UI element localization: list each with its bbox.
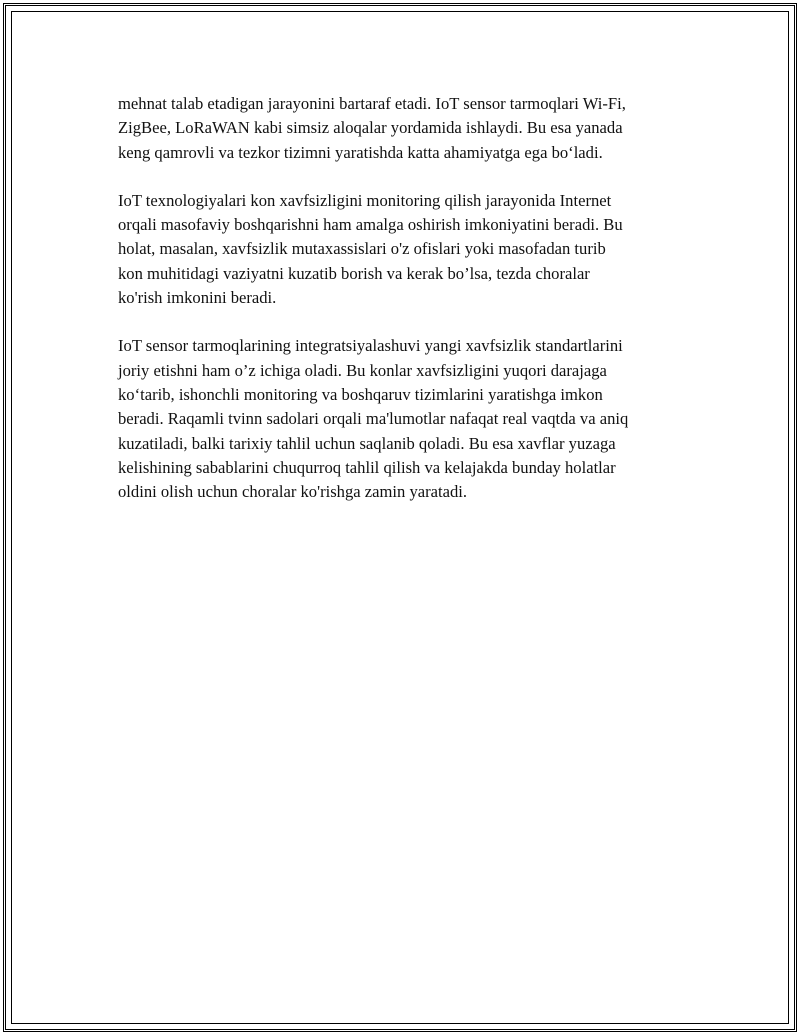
document-body: [118, 92, 698, 528]
text-line: IoT texnologiyalari kon xavfsizligini monitoring qilish jarayonida Internet: [118, 190, 612, 210]
text-line: IoT sensor tarmoqlarining integratsiyalashuvi yangi xavfsizlik standartlarini: [118, 336, 623, 356]
text-line: ko‘tarib, ishonchli monitoring va boshqaruv tizimlarini yaratishga imkon: [118, 384, 603, 404]
text-line: joriy etishni ham o’z ichiga oladi. Bu konlar xavfsizligini yuqori darajaga: [118, 360, 607, 380]
text-line: orqali masofaviy boshqarishni ham amalga oshirish imkoniyatini beradi. Bu: [118, 215, 623, 235]
paragraph-3: [118, 334, 698, 504]
text-line: keng qamrovli va tezkor tizimni yaratishda katta ahamiyatga ega bo‘ladi.: [118, 142, 603, 162]
text-line: holat, masalan, xavfsizlik mutaxassislari o'z ofislari yoki masofadan turib: [118, 239, 606, 259]
text-line: ZigBee, LoRaWAN kabi simsiz aloqalar yordamida ishlaydi. Bu esa yanada: [118, 118, 623, 138]
text-line: kuzatiladi, balki tarixiy tahlil uchun saqlanib qoladi. Bu esa xavflar yuzaga: [118, 433, 616, 453]
text-line: ko'rish imkonini beradi.: [118, 288, 277, 308]
text-line: beradi. Raqamli tvinn sadolari orqali ma'lumotlar nafaqat real vaqtda va aniq: [118, 409, 629, 429]
paragraph-1: [118, 92, 698, 165]
text-line: oldini olish uchun choralar ko'rishga zamin yaratadi.: [118, 482, 468, 502]
paragraph-2: [118, 189, 698, 310]
text-line: kon muhitidagi vaziyatni kuzatib borish va kerak bo’lsa, tezda choralar: [118, 263, 590, 283]
text-line: kelishining sabablarini chuqurroq tahlil qilish va kelajakda bunday holatlar: [118, 457, 616, 477]
text-line: mehnat talab etadigan jarayonini bartaraf etadi. IoT sensor tarmoqlari Wi-Fi,: [118, 94, 626, 113]
